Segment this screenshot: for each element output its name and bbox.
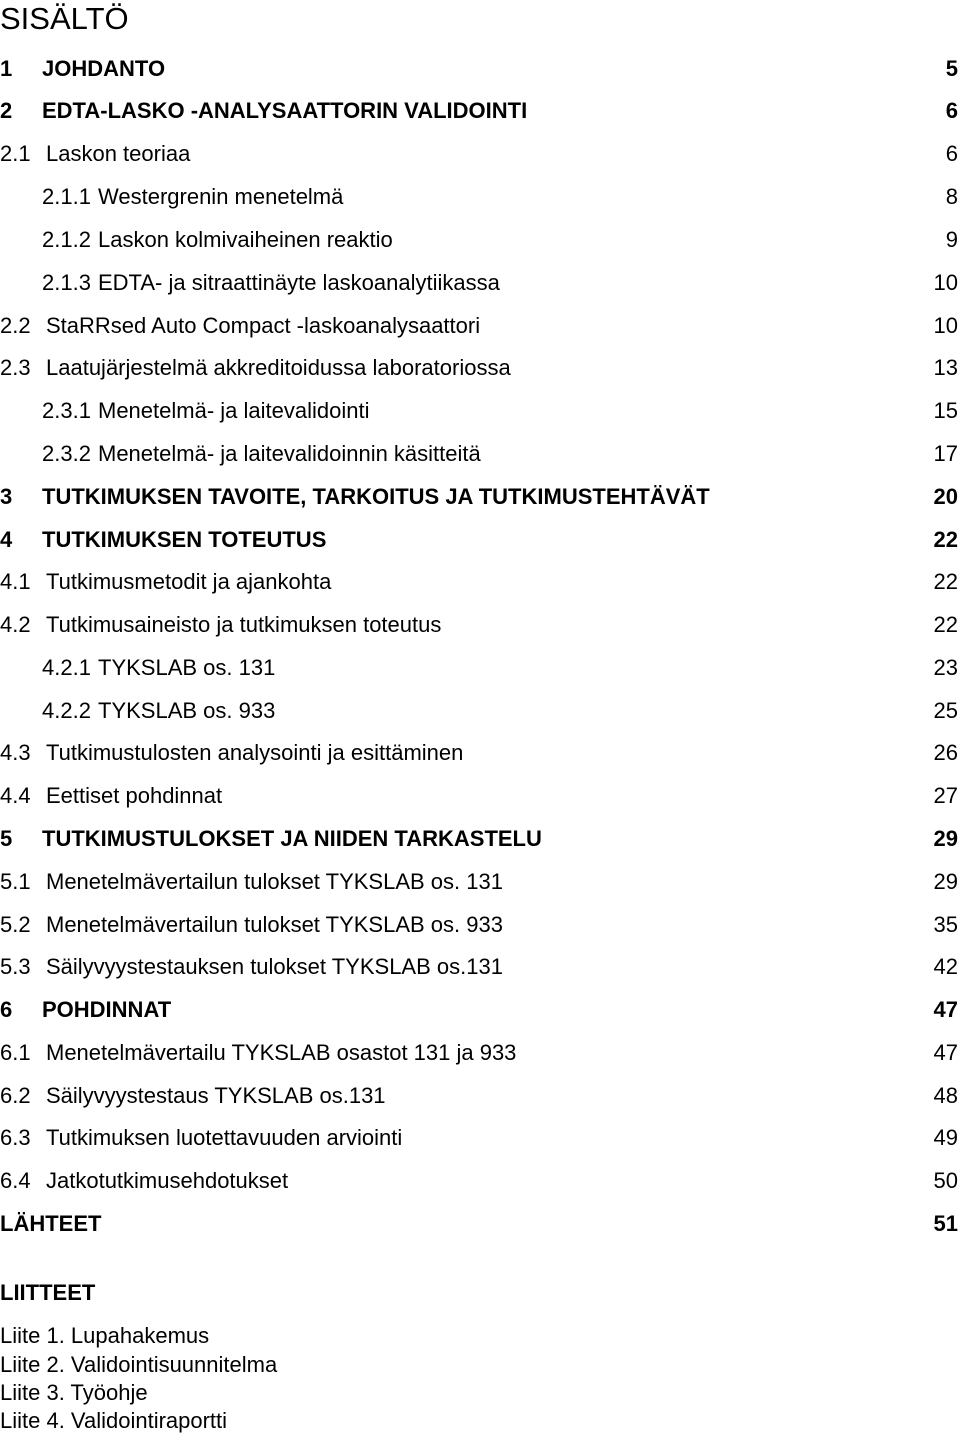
toc-entry-number: 6.1	[0, 1040, 31, 1065]
toc-entry-label: POHDINNAT	[42, 997, 172, 1022]
toc-entry-2-3-2[interactable]	[0, 439, 958, 469]
toc-entry-6-3[interactable]	[0, 1123, 958, 1153]
toc-entry-number: 6.2	[0, 1083, 31, 1108]
toc-entry-6-2[interactable]	[0, 1081, 958, 1111]
toc-entry-number: 3	[0, 484, 13, 509]
toc-entry-page: 22	[933, 612, 958, 637]
toc-entry-page: 10	[933, 313, 958, 338]
toc-entry-page: 13	[933, 355, 958, 380]
toc-entry-6[interactable]	[0, 995, 958, 1025]
toc-entry-2-2[interactable]	[0, 311, 958, 341]
toc-entry-5[interactable]	[0, 824, 958, 854]
toc-entry-page: 9	[945, 227, 958, 252]
toc-entry-page: 6	[945, 98, 958, 123]
toc-entry-references[interactable]	[0, 1209, 958, 1239]
toc-entry-label: TYKSLAB os. 933	[98, 698, 276, 723]
appendix-item: Liite 1. Lupahakemus	[0, 1323, 210, 1348]
toc-entry-page: 48	[933, 1083, 958, 1108]
toc-entry-label: Eettiset pohdinnat	[46, 783, 223, 808]
toc-entry-number: 4.2	[0, 612, 31, 637]
toc-entry-label: Menetelmävertailun tulokset TYKSLAB os. 933	[46, 912, 503, 937]
toc-entry-number: 4.2.1	[42, 655, 91, 680]
toc-entry-label: Säilyvyystestaus TYKSLAB os.131	[46, 1083, 386, 1108]
toc-entry-page: 29	[933, 826, 958, 851]
toc-entry-label: Menetelmä- ja laitevalidoinnin käsitteitä	[98, 441, 481, 466]
toc-entry-label: TUTKIMUKSEN TOTEUTUS	[42, 527, 327, 552]
toc-entry-label: Tutkimustulosten analysointi ja esittäminen	[46, 740, 464, 765]
toc-entry-2-1-2[interactable]	[0, 225, 958, 255]
toc-entry-3[interactable]	[0, 482, 958, 512]
toc-entry-2-1[interactable]	[0, 139, 958, 169]
toc-entry-2-1-1[interactable]	[0, 182, 958, 212]
toc-entry-label: Menetelmävertailu TYKSLAB osastot 131 ja 933	[46, 1040, 517, 1065]
toc-entry-label: StaRRsed Auto Compact -laskoanalysaattori	[46, 313, 481, 338]
toc-entry-number: 5	[0, 826, 13, 851]
toc-entry-2-3-1[interactable]	[0, 396, 958, 426]
toc-entry-label: Laskon teoriaa	[46, 141, 191, 166]
toc-entry-5-2[interactable]	[0, 910, 958, 940]
toc-entry-number: 2.1.1	[42, 184, 91, 209]
toc-entry-label: Laatujärjestelmä akkreditoidussa laboratoriossa	[46, 355, 511, 380]
toc-entry-page: 49	[933, 1125, 958, 1150]
toc-entry-label: Tutkimusmetodit ja ajankohta	[46, 569, 332, 594]
toc-entry-page: 8	[945, 184, 958, 209]
toc-entry-number: 5.1	[0, 869, 31, 894]
toc-entry-label: Menetelmävertailun tulokset TYKSLAB os. 131	[46, 869, 503, 894]
toc-entry-page: 15	[933, 398, 958, 423]
toc-entry-page: 10	[933, 270, 958, 295]
toc-entry-number: 2.3.1	[42, 398, 91, 423]
appendix-item: Liite 4. Validointiraportti	[0, 1408, 228, 1433]
toc-entry-4-1[interactable]	[0, 567, 958, 597]
toc-entry-label: LÄHTEET	[0, 1211, 102, 1236]
toc-entry-4[interactable]	[0, 525, 958, 555]
toc-entry-label: TUTKIMUKSEN TAVOITE, TARKOITUS JA TUTKIMUSTEHTÄVÄT	[42, 484, 710, 509]
toc-entry-6-1[interactable]	[0, 1038, 958, 1068]
toc-entry-label: Säilyvyystestauksen tulokset TYKSLAB os.131	[46, 954, 503, 979]
toc-entry-page: 20	[933, 484, 958, 509]
toc-entry-number: 4	[0, 527, 13, 552]
toc-entry-label: EDTA- ja sitraattinäyte laskoanalytiikassa	[98, 270, 500, 295]
appendices-title: LIITTEET	[0, 1280, 96, 1305]
toc-entry-label: TUTKIMUSTULOKSET JA NIIDEN TARKASTELU	[42, 826, 542, 851]
page-title: SISÄLTÖ	[0, 1, 129, 36]
toc-entry-page: 23	[933, 655, 958, 680]
toc-entry-number: 2	[0, 98, 13, 123]
toc-entry-4-2-1[interactable]	[0, 653, 958, 683]
toc-entry-page: 42	[933, 954, 958, 979]
toc-entry-number: 4.1	[0, 569, 31, 594]
toc-entry-2-3[interactable]	[0, 353, 958, 383]
toc-entry-4-3[interactable]	[0, 738, 958, 768]
toc-entry-5-1[interactable]	[0, 867, 958, 897]
toc-entry-number: 2.3.2	[42, 441, 91, 466]
toc-entry-6-4[interactable]	[0, 1166, 958, 1196]
toc-entry-number: 2.1.2	[42, 227, 91, 252]
appendix-item: Liite 2. Validointisuunnitelma	[0, 1352, 278, 1377]
toc-entry-label: Tutkimusaineisto ja tutkimuksen toteutus	[46, 612, 442, 637]
toc-entry-label: TYKSLAB os. 131	[98, 655, 276, 680]
toc-entry-page: 27	[933, 783, 958, 808]
toc-entry-page: 50	[933, 1168, 958, 1193]
toc-entry-2-1-3[interactable]	[0, 268, 958, 298]
toc-entry-label: JOHDANTO	[42, 56, 166, 81]
toc-entry-label: Laskon kolmivaiheinen reaktio	[98, 227, 393, 252]
toc-entry-label: Menetelmä- ja laitevalidointi	[98, 398, 370, 423]
toc-entry-number: 1	[0, 56, 13, 81]
toc-entry-number: 2.3	[0, 355, 31, 380]
toc-entry-page: 17	[933, 441, 958, 466]
toc-entry-page: 25	[933, 698, 958, 723]
toc-entry-4-4[interactable]	[0, 781, 958, 811]
toc-entry-number: 6.3	[0, 1125, 31, 1150]
toc-entry-number: 2.2	[0, 313, 31, 338]
toc-entry-page: 47	[933, 997, 958, 1022]
toc-entry-number: 6.4	[0, 1168, 31, 1193]
toc-entry-4-2-2[interactable]	[0, 696, 958, 726]
toc-entry-number: 5.3	[0, 954, 31, 979]
toc-entry-label: Westergrenin menetelmä	[98, 184, 344, 209]
toc-entry-number: 4.4	[0, 783, 31, 808]
toc-entry-page: 26	[933, 740, 958, 765]
appendix-item: Liite 3. Työohje	[0, 1380, 148, 1405]
toc-entry-number: 2.1.3	[42, 270, 91, 295]
toc-entry-5-3[interactable]	[0, 952, 958, 982]
toc-entry-label: Jatkotutkimusehdotukset	[46, 1168, 289, 1193]
toc-entry-page: 47	[933, 1040, 958, 1065]
toc-entry-number: 6	[0, 997, 13, 1022]
toc-entry-2[interactable]	[0, 96, 958, 126]
toc-entry-number: 4.3	[0, 740, 31, 765]
toc-entry-page: 51	[933, 1211, 958, 1236]
toc-entry-page: 5	[945, 56, 958, 81]
toc-entry-number: 4.2.2	[42, 698, 91, 723]
toc-entry-page: 35	[933, 912, 958, 937]
toc-entry-label: EDTA-LASKO -ANALYSAATTORIN VALIDOINTI	[42, 98, 528, 123]
toc-entry-label: Tutkimuksen luotettavuuden arviointi	[46, 1125, 403, 1150]
toc-entry-page: 22	[933, 527, 958, 552]
toc-entry-number: 2.1	[0, 141, 31, 166]
toc-entry-page: 6	[945, 141, 958, 166]
toc-entry-page: 29	[933, 869, 958, 894]
toc-entry-number: 5.2	[0, 912, 31, 937]
toc-entry-1[interactable]	[0, 54, 958, 84]
toc-entry-4-2[interactable]	[0, 610, 958, 640]
toc-entry-page: 22	[933, 569, 958, 594]
